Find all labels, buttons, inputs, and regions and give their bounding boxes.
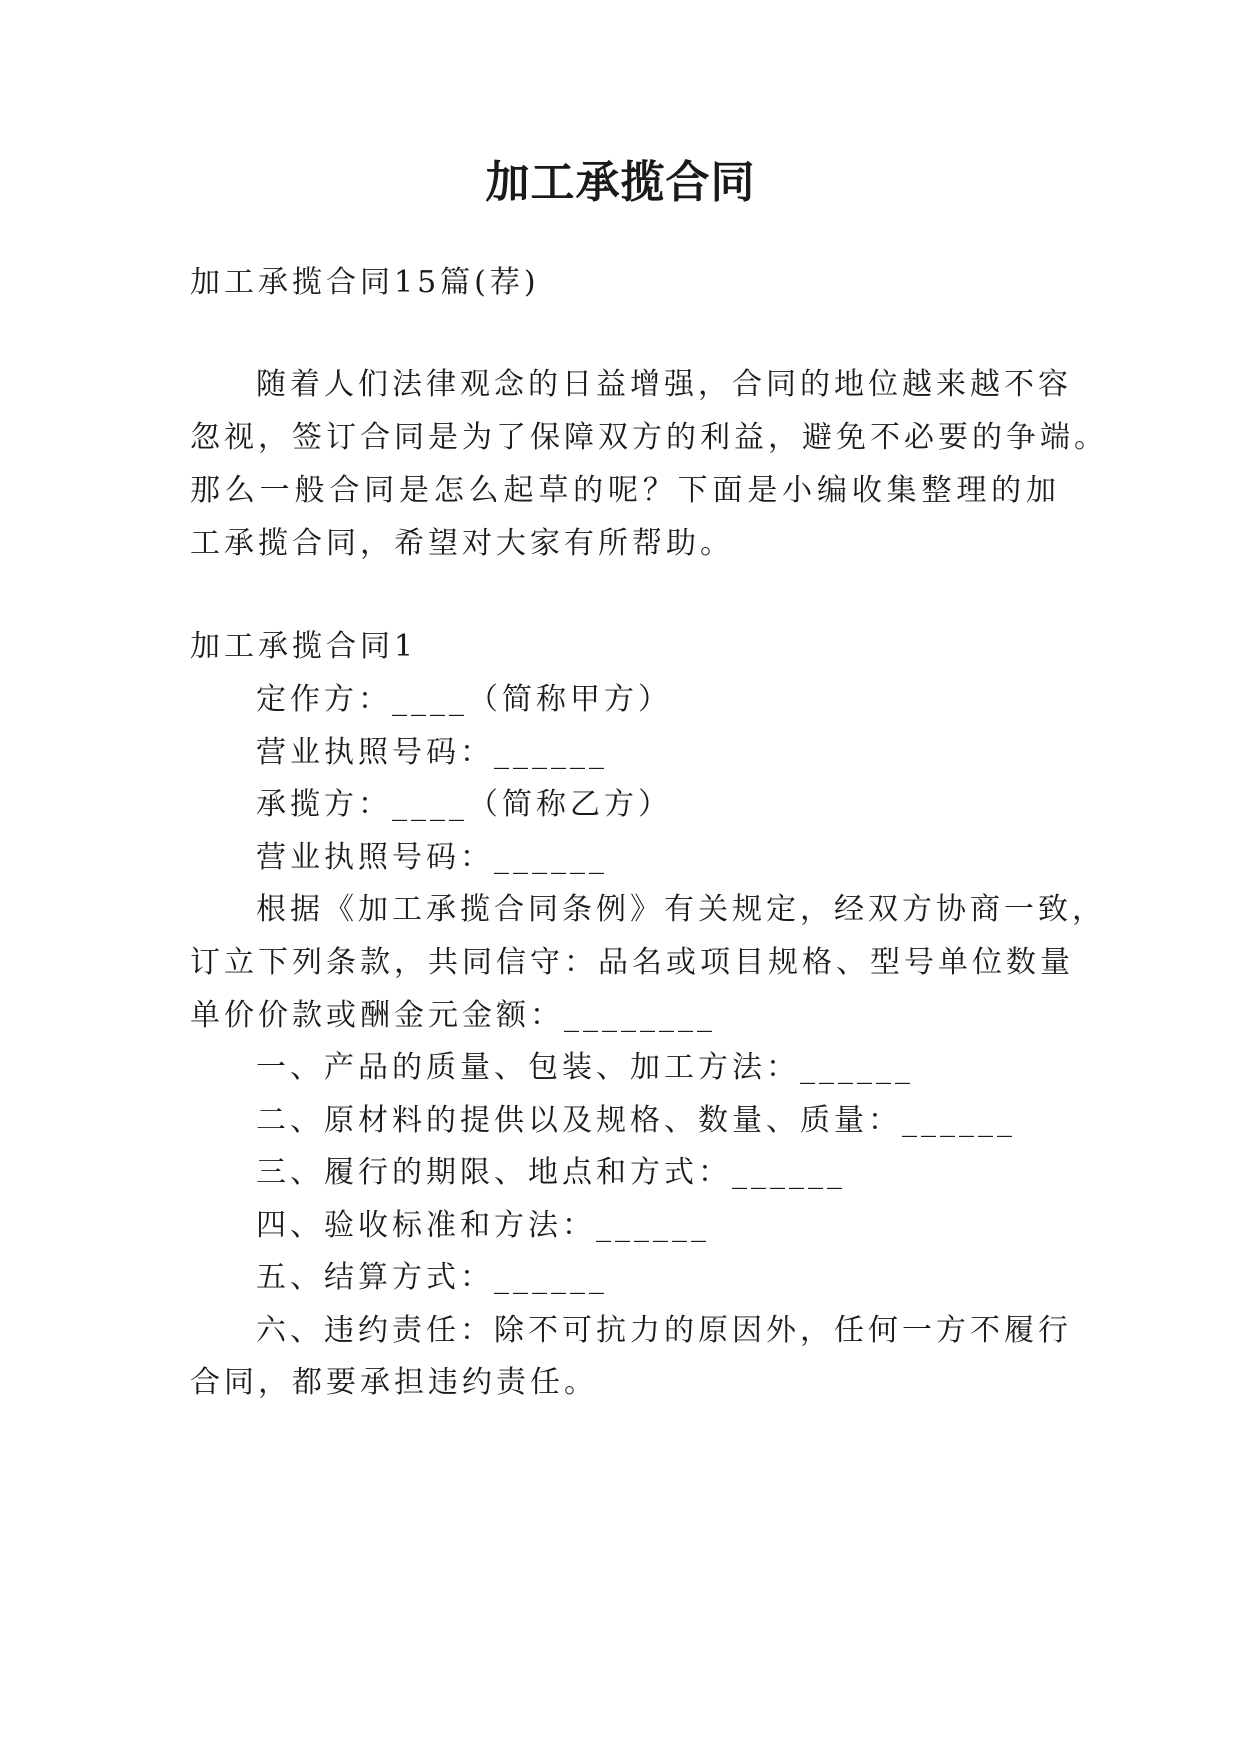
intro-line: 忽视，签订合同是为了保障双方的利益，避免不必要的争端。 bbox=[190, 420, 1108, 455]
liability-line: 合同，都要承担违约责任。 bbox=[190, 1365, 598, 1400]
party-line: 营业执照号码：______ bbox=[256, 840, 608, 875]
clause-item: 三、履行的期限、地点和方式：______ bbox=[256, 1155, 846, 1190]
contract-heading: 加工承揽合同1 bbox=[190, 629, 418, 664]
party-line: 营业执照号码：______ bbox=[256, 735, 608, 770]
clause-item: 四、验收标准和方法：______ bbox=[256, 1208, 710, 1243]
clause-item: 五、结算方式：______ bbox=[256, 1260, 608, 1295]
clause-item: 二、原材料的提供以及规格、数量、质量：______ bbox=[256, 1103, 1016, 1138]
liability-line: 六、违约责任：除不可抗力的原因外，任何一方不履行 bbox=[256, 1313, 1072, 1348]
party-line: 定作方：____（简称甲方） bbox=[256, 682, 672, 717]
party-line: 承揽方：____（简称乙方） bbox=[256, 787, 672, 822]
preamble-line: 订立下列条款，共同信守：品名或项目规格、型号单位数量 bbox=[190, 945, 1074, 980]
preamble-line: 单价价款或酬金元金额：________ bbox=[190, 998, 716, 1033]
document-subtitle: 加工承揽合同15篇(荐) bbox=[190, 265, 540, 300]
preamble-line: 根据《加工承揽合同条例》有关规定，经双方协商一致， bbox=[256, 892, 1106, 927]
document-title: 加工承揽合同 bbox=[485, 157, 756, 208]
clause-item: 一、产品的质量、包装、加工方法：______ bbox=[256, 1050, 914, 1085]
intro-line: 随着人们法律观念的日益增强，合同的地位越来越不容 bbox=[256, 367, 1072, 402]
intro-line: 工承揽合同，希望对大家有所帮助。 bbox=[190, 526, 734, 561]
intro-line: 那么一般合同是怎么起草的呢？下面是小编收集整理的加 bbox=[190, 473, 1060, 508]
